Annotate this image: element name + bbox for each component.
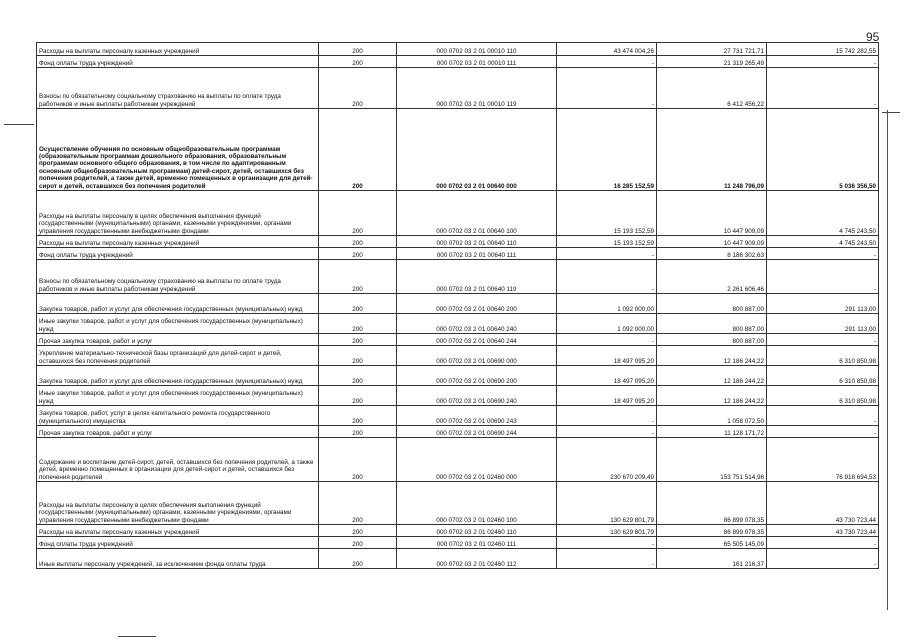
row-name-cell: Расходы на выплаты персоналу казенных учреждений bbox=[37, 236, 319, 248]
row-remaining-cell: - bbox=[767, 260, 879, 294]
row-plan-cell: - bbox=[557, 406, 657, 426]
row-executed-cell: 800 887,00 bbox=[657, 314, 767, 334]
table-row bbox=[37, 406, 879, 426]
table-row bbox=[37, 537, 879, 549]
row-executed-cell: 10 447 909,09 bbox=[657, 191, 767, 236]
row-code-cell: 200 bbox=[319, 334, 397, 346]
row-executed-cell: 10 447 909,09 bbox=[657, 236, 767, 248]
row-name-cell: Иные закупки товаров, работ и услуг для обеспечения государственных (муниципальных) нужд bbox=[37, 386, 319, 406]
table-row bbox=[37, 438, 879, 482]
row-remaining-cell: 76 918 694,53 bbox=[767, 438, 879, 482]
row-classification-cell: 000 0702 03 2 01 02460 112 bbox=[397, 549, 557, 569]
row-remaining-cell: - bbox=[767, 68, 879, 109]
row-executed-cell: 12 186 244,22 bbox=[657, 366, 767, 386]
table-row bbox=[37, 314, 879, 334]
table-row bbox=[37, 346, 879, 366]
row-remaining-cell: 6 310 850,98 bbox=[767, 386, 879, 406]
row-code-cell: 200 bbox=[319, 260, 397, 294]
row-remaining-cell: 15 742 282,55 bbox=[767, 43, 879, 56]
row-plan-cell: - bbox=[557, 334, 657, 346]
row-code-cell: 200 bbox=[319, 406, 397, 426]
row-executed-cell: 27 731 721,71 bbox=[657, 43, 767, 56]
row-name-cell: Расходы на выплаты персоналу казенных учреждений bbox=[37, 43, 319, 56]
row-code-cell: 200 bbox=[319, 366, 397, 386]
row-plan-cell: 18 497 095,20 bbox=[557, 346, 657, 366]
row-name-cell: Фонд оплаты труда учреждений bbox=[37, 537, 319, 549]
row-classification-cell: 000 0702 03 2 01 02460 100 bbox=[397, 482, 557, 525]
row-name-cell: Иные выплаты персоналу учреждений, за исключением фонда оплаты труда bbox=[37, 549, 319, 569]
table-row bbox=[37, 260, 879, 294]
row-name-cell: Укрепление материально-технической базы организаций для детей-сирот и детей, оставшихся без попечения родителей bbox=[37, 346, 319, 366]
row-executed-cell: 21 319 265,49 bbox=[657, 56, 767, 68]
row-executed-cell: 11 128 171,72 bbox=[657, 426, 767, 438]
row-plan-cell: 16 285 152,59 bbox=[557, 109, 657, 191]
row-executed-cell: 800 887,00 bbox=[657, 334, 767, 346]
row-classification-cell: 000 0702 03 2 01 00640 119 bbox=[397, 260, 557, 294]
table-row bbox=[37, 68, 879, 109]
row-remaining-cell: - bbox=[767, 334, 879, 346]
bottom-margin-mark bbox=[118, 636, 156, 637]
row-classification-cell: 000 0702 03 2 01 00690 000 bbox=[397, 346, 557, 366]
row-plan-cell: 18 497 095,20 bbox=[557, 366, 657, 386]
table-row bbox=[37, 248, 879, 260]
row-classification-cell: 000 0702 03 2 01 00640 200 bbox=[397, 294, 557, 314]
table-row bbox=[37, 426, 879, 438]
row-executed-cell: 800 887,00 bbox=[657, 294, 767, 314]
row-classification-cell: 000 0702 03 2 01 00640 111 bbox=[397, 248, 557, 260]
row-classification-cell: 000 0702 03 2 01 00010 119 bbox=[397, 68, 557, 109]
left-margin-mark bbox=[4, 124, 34, 125]
row-remaining-cell: 5 036 356,50 bbox=[767, 109, 879, 191]
row-code-cell: 200 bbox=[319, 236, 397, 248]
row-classification-cell: 000 0702 03 2 01 00640 000 bbox=[397, 109, 557, 191]
row-remaining-cell: - bbox=[767, 537, 879, 549]
table-row bbox=[37, 549, 879, 569]
row-classification-cell: 000 0702 03 2 01 00010 110 bbox=[397, 43, 557, 56]
row-name-cell: Взносы по обязательному социальному страхованию на выплаты по оплате труда работников и иные выплаты работникам учреждений bbox=[37, 260, 319, 294]
row-classification-cell: 000 0702 03 2 01 02460 111 bbox=[397, 537, 557, 549]
row-code-cell: 200 bbox=[319, 191, 397, 236]
row-executed-cell: 11 248 796,09 bbox=[657, 109, 767, 191]
row-classification-cell: 000 0702 03 2 01 00690 240 bbox=[397, 386, 557, 406]
row-plan-cell: - bbox=[557, 260, 657, 294]
row-executed-cell: 161 216,37 bbox=[657, 549, 767, 569]
table-row bbox=[37, 366, 879, 386]
row-executed-cell: 153 751 514,96 bbox=[657, 438, 767, 482]
row-code-cell: 200 bbox=[319, 537, 397, 549]
row-plan-cell: 130 629 801,79 bbox=[557, 525, 657, 537]
row-remaining-cell: - bbox=[767, 426, 879, 438]
row-code-cell: 200 bbox=[319, 294, 397, 314]
row-code-cell: 200 bbox=[319, 43, 397, 56]
table-row bbox=[37, 191, 879, 236]
row-name-cell: Прочая закупка товаров, работ и услуг bbox=[37, 426, 319, 438]
row-remaining-cell: - bbox=[767, 56, 879, 68]
row-name-cell: Прочая закупка товаров, работ и услуг bbox=[37, 334, 319, 346]
row-name-cell: Расходы на выплаты персоналу в целях обеспечения выполнения функций государственными (муниципальными) органами, казенными учреждениями, органами управления государственными внебюджетными фондами bbox=[37, 191, 319, 236]
row-classification-cell: 000 0702 03 2 01 00640 240 bbox=[397, 314, 557, 334]
row-remaining-cell: 4 745 243,50 bbox=[767, 191, 879, 236]
row-classification-cell: 000 0702 03 2 01 00640 100 bbox=[397, 191, 557, 236]
row-plan-cell: 18 497 095,20 bbox=[557, 386, 657, 406]
row-plan-cell: - bbox=[557, 68, 657, 109]
row-name-cell: Расходы на выплаты персоналу казенных учреждений bbox=[37, 525, 319, 537]
row-code-cell: 200 bbox=[319, 386, 397, 406]
row-plan-cell: - bbox=[557, 56, 657, 68]
row-executed-cell: 6 412 456,22 bbox=[657, 68, 767, 109]
row-code-cell: 200 bbox=[319, 438, 397, 482]
row-name-cell: Иные закупки товаров, работ и услуг для обеспечения государственных (муниципальных) нужд bbox=[37, 314, 319, 334]
row-executed-cell: 8 186 302,63 bbox=[657, 248, 767, 260]
row-plan-cell: 15 193 152,59 bbox=[557, 191, 657, 236]
row-classification-cell: 000 0702 03 2 01 00690 200 bbox=[397, 366, 557, 386]
page-number: 95 bbox=[866, 30, 880, 44]
row-executed-cell: 86 899 078,35 bbox=[657, 525, 767, 537]
row-code-cell: 200 bbox=[319, 346, 397, 366]
row-classification-cell: 000 0702 03 2 01 00640 244 bbox=[397, 334, 557, 346]
row-code-cell: 200 bbox=[319, 525, 397, 537]
row-executed-cell: 86 899 078,35 bbox=[657, 482, 767, 525]
row-code-cell: 200 bbox=[319, 314, 397, 334]
row-name-cell: Взносы по обязательному социальному страхованию на выплаты по оплате труда работников и иные выплаты работникам учреждений bbox=[37, 68, 319, 109]
row-code-cell: 200 bbox=[319, 109, 397, 191]
table-row bbox=[37, 109, 879, 191]
right-margin-rule bbox=[887, 110, 888, 610]
row-name-cell: Закупка товаров, работ, услуг в целях капитального ремонта государственного (муниципального) имущества bbox=[37, 406, 319, 426]
row-name-cell: Расходы на выплаты персоналу в целях обеспечения выполнения функций государственными (муниципальными) органами, казенными учреждениями, органами управления государственными внебюджетными фондами bbox=[37, 482, 319, 525]
row-executed-cell: 65 505 145,09 bbox=[657, 537, 767, 549]
row-remaining-cell: 43 730 723,44 bbox=[767, 482, 879, 525]
row-code-cell: 200 bbox=[319, 549, 397, 569]
row-code-cell: 200 bbox=[319, 426, 397, 438]
row-name-cell: Закупка товаров, работ и услуг для обеспечения государственных (муниципальных) нужд bbox=[37, 366, 319, 386]
row-plan-cell: 43 474 004,26 bbox=[557, 43, 657, 56]
table-row bbox=[37, 236, 879, 248]
row-executed-cell: 12 186 244,22 bbox=[657, 386, 767, 406]
row-classification-cell: 000 0702 03 2 01 00690 244 bbox=[397, 426, 557, 438]
row-plan-cell: 1 092 000,00 bbox=[557, 294, 657, 314]
report-table-wrapper bbox=[36, 42, 878, 569]
row-code-cell: 200 bbox=[319, 482, 397, 525]
row-name-cell: Осуществление обучения по основным общеобразовательным программам (образовательным программам дошкольного образования, образовательным программам основного общего образования, в том числе по адаптированным основным общеобразовательным программам) детей-сирот, детей, оставшихся без попечения родителей, а также детей, временно помещенных в организации для детей-сирот и детей, оставшихся без попечения родителей bbox=[37, 109, 319, 191]
row-remaining-cell: - bbox=[767, 406, 879, 426]
row-plan-cell: 130 629 801,79 bbox=[557, 482, 657, 525]
row-remaining-cell: - bbox=[767, 248, 879, 260]
row-plan-cell: - bbox=[557, 549, 657, 569]
table-row bbox=[37, 294, 879, 314]
row-classification-cell: 000 0702 03 2 01 02460 110 bbox=[397, 525, 557, 537]
row-plan-cell: - bbox=[557, 537, 657, 549]
row-remaining-cell: 6 310 850,98 bbox=[767, 366, 879, 386]
row-plan-cell: 1 092 000,00 bbox=[557, 314, 657, 334]
row-code-cell: 200 bbox=[319, 56, 397, 68]
table-row bbox=[37, 43, 879, 56]
row-classification-cell: 000 0702 03 2 01 00690 243 bbox=[397, 406, 557, 426]
budget-execution-table bbox=[36, 42, 879, 569]
row-code-cell: 200 bbox=[319, 68, 397, 109]
row-remaining-cell: 291 113,00 bbox=[767, 294, 879, 314]
row-executed-cell: 12 186 244,22 bbox=[657, 346, 767, 366]
row-name-cell: Содержание и воспитание детей-сирот, детей, оставшихся без попечения родителей, а также детей, временно помещенных в организации для детей-сирот и детей, оставшихся без попечения родителей bbox=[37, 438, 319, 482]
row-remaining-cell: - bbox=[767, 549, 879, 569]
right-margin-mark bbox=[882, 112, 900, 113]
table-row bbox=[37, 525, 879, 537]
table-row bbox=[37, 386, 879, 406]
row-remaining-cell: 43 730 723,44 bbox=[767, 525, 879, 537]
row-plan-cell: 230 670 209,49 bbox=[557, 438, 657, 482]
row-remaining-cell: 6 310 850,98 bbox=[767, 346, 879, 366]
row-name-cell: Закупка товаров, работ и услуг для обеспечения государственных (муниципальных) нужд bbox=[37, 294, 319, 314]
row-plan-cell: 15 193 152,59 bbox=[557, 236, 657, 248]
row-name-cell: Фонд оплаты труда учреждений bbox=[37, 248, 319, 260]
row-classification-cell: 000 0702 03 2 01 00010 111 bbox=[397, 56, 557, 68]
row-classification-cell: 000 0702 03 2 01 02460 000 bbox=[397, 438, 557, 482]
table-body bbox=[37, 43, 879, 569]
row-classification-cell: 000 0702 03 2 01 00640 110 bbox=[397, 236, 557, 248]
row-plan-cell: - bbox=[557, 426, 657, 438]
table-row bbox=[37, 482, 879, 525]
row-executed-cell: 2 261 606,46 bbox=[657, 260, 767, 294]
table-row bbox=[37, 56, 879, 68]
row-name-cell: Фонд оплаты труда учреждений bbox=[37, 56, 319, 68]
row-remaining-cell: 4 745 243,50 bbox=[767, 236, 879, 248]
table-row bbox=[37, 334, 879, 346]
row-plan-cell: - bbox=[557, 248, 657, 260]
row-code-cell: 200 bbox=[319, 248, 397, 260]
row-remaining-cell: 291 113,00 bbox=[767, 314, 879, 334]
row-executed-cell: 1 058 072,50 bbox=[657, 406, 767, 426]
